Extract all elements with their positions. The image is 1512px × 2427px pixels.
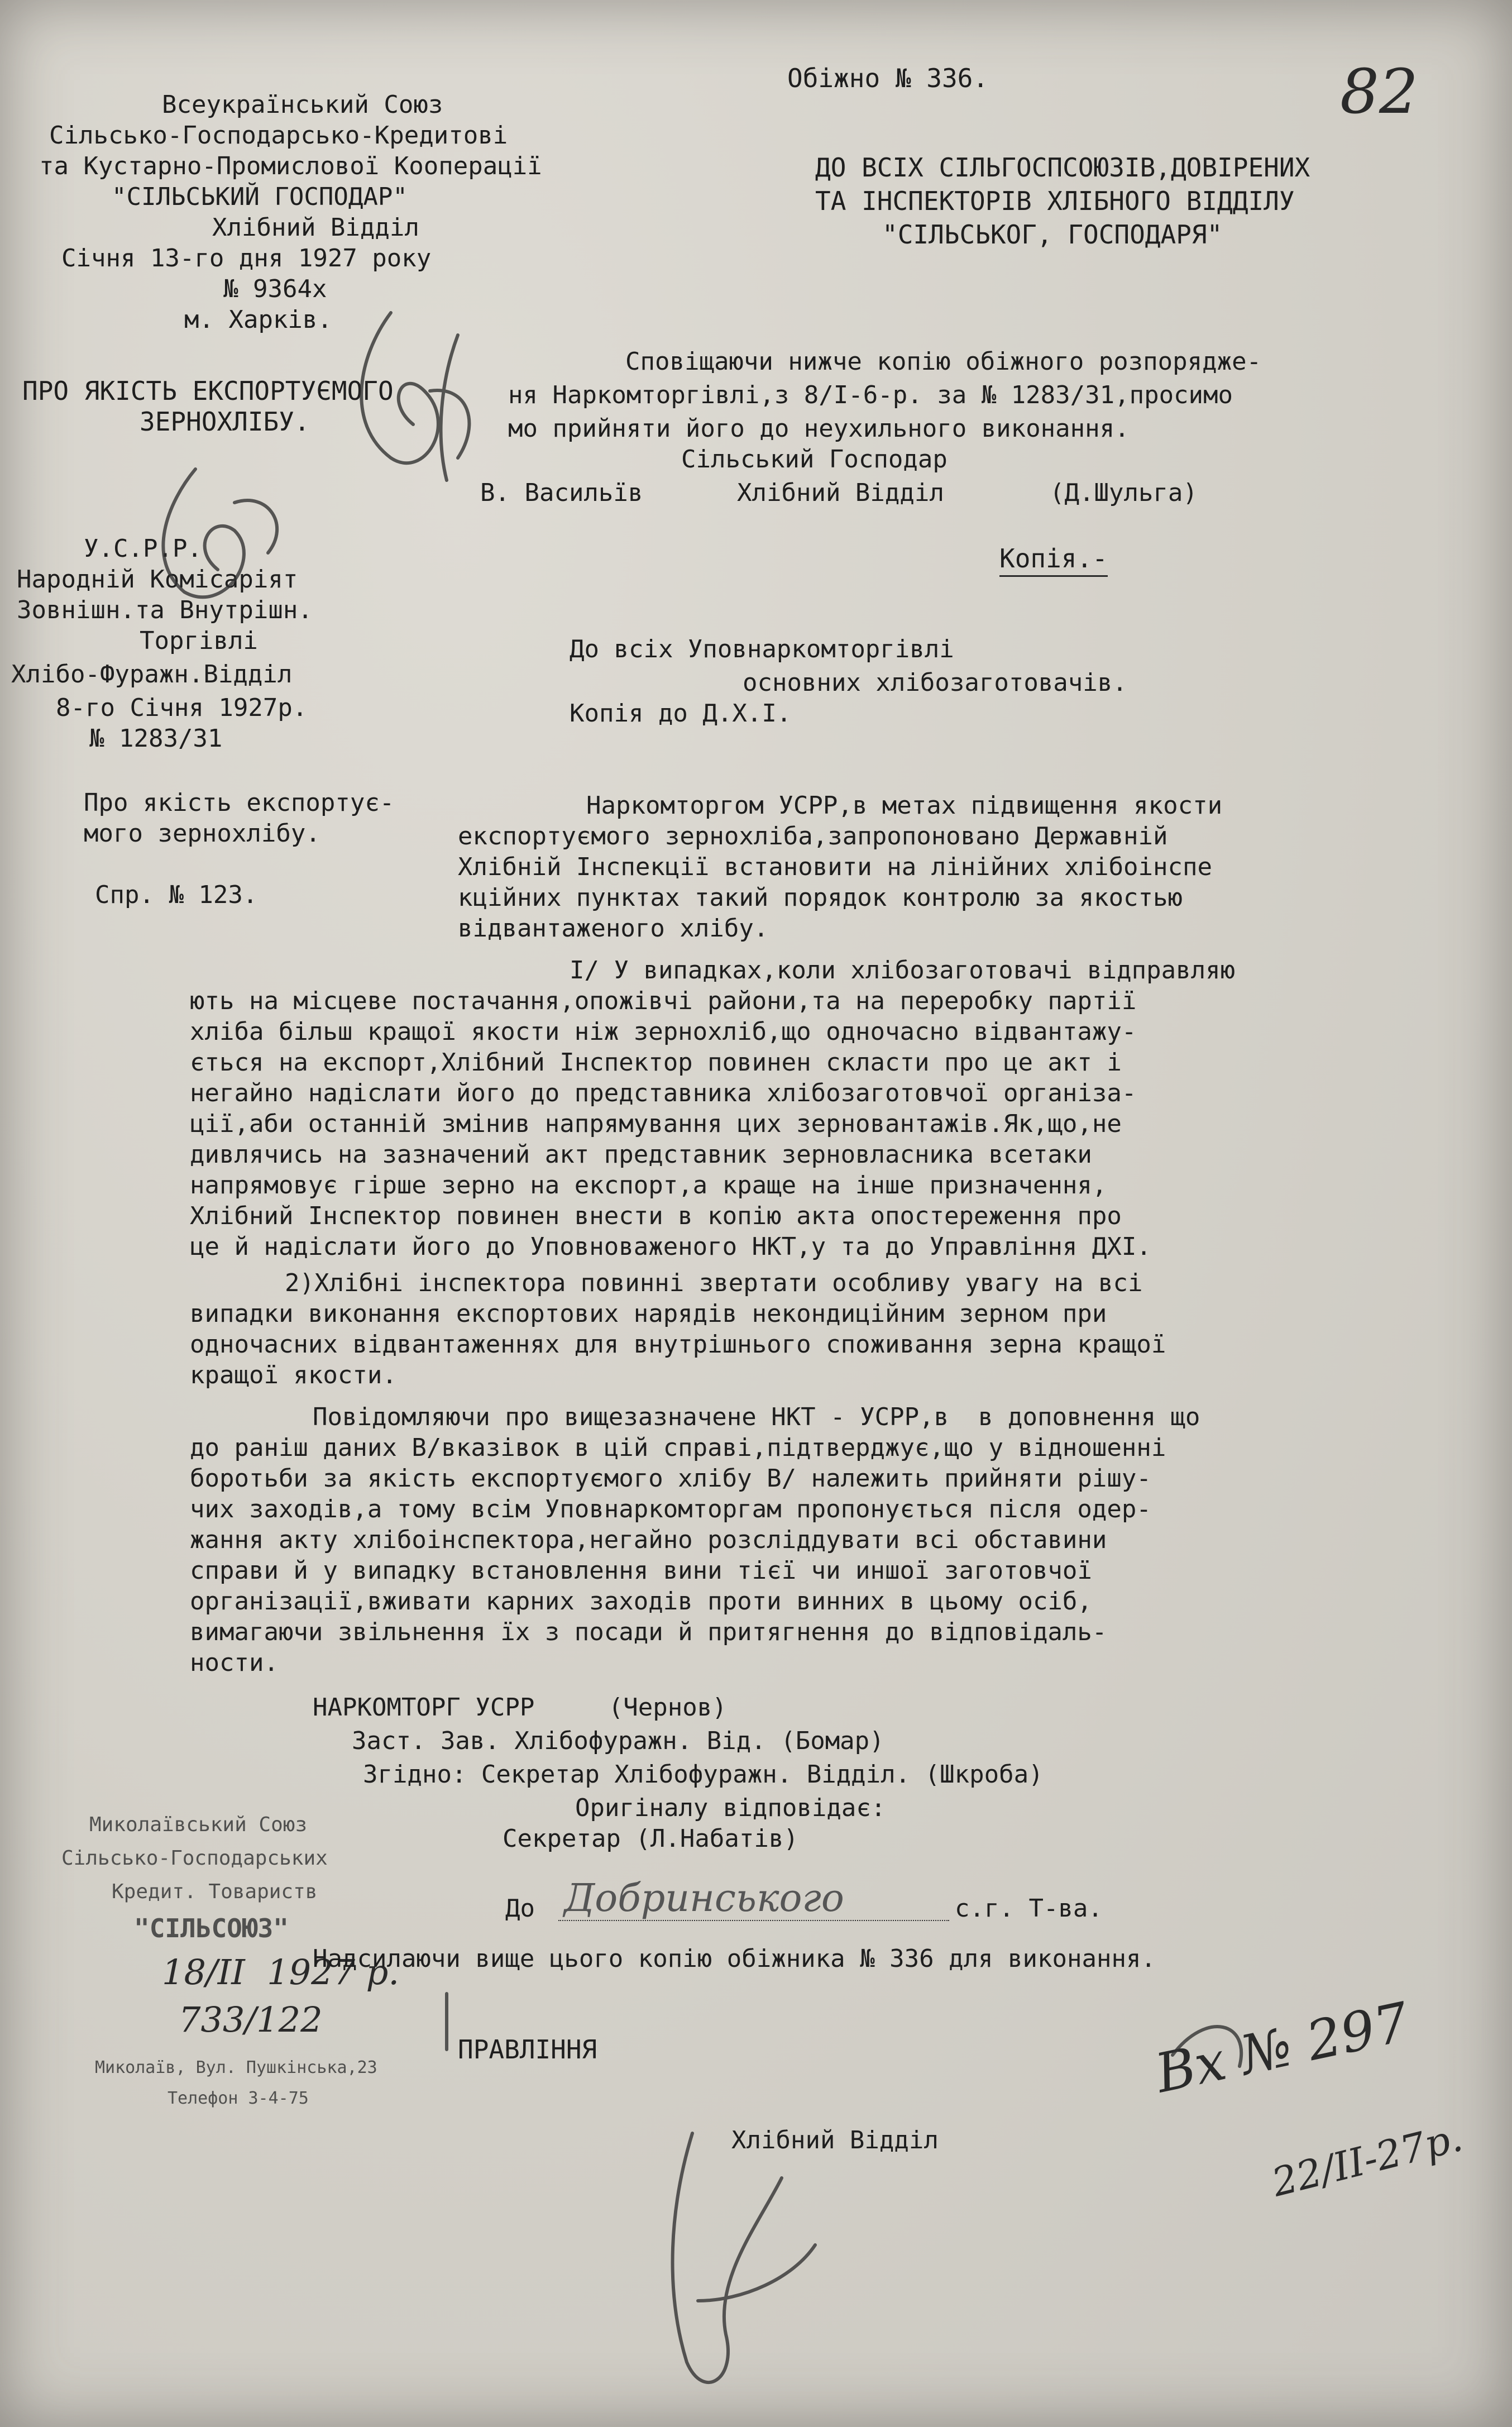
body-line: експортуємого зернохліба,запропоновано Державній	[458, 822, 1168, 851]
addressee-line-3: "СІЛЬСЬКОГ, ГОСПОДАРЯ"	[882, 219, 1223, 250]
signature-line-3: Згідно: Секретар Хлібофуражн. Відділ. (Шкроба)	[363, 1760, 1044, 1789]
body-line: дивлячись на зазначений акт представник зерновласника всетаки	[190, 1140, 1092, 1169]
copy-to-line-3: Копія до Д.Х.І.	[570, 699, 792, 728]
intro-line-3: мо прийняти його до неухильного виконання.	[508, 414, 1130, 443]
intro-signature-left: В. Васильїв	[480, 479, 643, 507]
body-line: І/ У випадках,коли хлібозаготовачі відправляю	[570, 956, 1236, 985]
addressee-line-1: ДО ВСІХ СІЛЬГОСПСОЮЗІВ,ДОВІРЕНИХ	[815, 152, 1310, 183]
copy-org-line-4: Торгівлі	[140, 627, 258, 655]
stamp-address: Миколаїв, Вул. Пушкінська,23	[95, 2058, 377, 2077]
circular-number: Обіжно № 336.	[787, 63, 989, 93]
body-line: Хлібний Інспектор повинен внести в копію акта опостереження про	[190, 1202, 1122, 1230]
body-line: відвантаженого хлібу.	[458, 914, 769, 943]
body-line: ють на місцеве постачання,опожівчі райони,та на переробку партії	[190, 987, 1137, 1015]
incoming-date-handwritten: 22/ІІ-27р.	[1267, 2114, 1467, 2206]
org-line-2: Сільсько-Господарсько-Кредитові	[49, 121, 508, 150]
body-line: випадки виконання експортових нарядів некондиційним зерном при	[190, 1300, 1107, 1328]
letter-city: м. Харків.	[184, 305, 332, 334]
body-line: справи й у випадку встановлення вини тієї чи иншої заготовчої	[190, 1556, 1092, 1585]
intro-signature-mid: Хлібний Відділ	[737, 479, 944, 507]
intro-line-2: ня Наркомторгівлі,з 8/І-6-р. за № 1283/31,просимо	[508, 381, 1233, 409]
copy-org-line-1: У.С.Р.Р.	[84, 534, 202, 563]
body-line: Наркомторгом УСРР,в метах підвищення якости	[586, 791, 1223, 820]
body-line: жання акту хлібоінспектора,негайно розсліддувати всі обставини	[190, 1526, 1107, 1554]
body-line: ється на експорт,Хлібний Інспектор повинен скласти про це акт і	[190, 1048, 1122, 1077]
copy-subject-line-1: Про якість експортує-	[84, 789, 395, 817]
body-line: хліба більш кращої якости ніж зернохліб,що одночасно відвантажу-	[190, 1017, 1137, 1046]
signature-line-1: НАРКОМТОРГ УСРР (Чернов)	[313, 1693, 727, 1722]
footer-board: ПРАВЛІННЯ	[458, 2034, 597, 2065]
incoming-number-handwritten: Вх № 297	[1150, 1990, 1415, 2105]
body-line: одночасних відвантаженнях для внутрішнього споживання зерна кращої	[190, 1330, 1166, 1359]
stamp-line-4: "СІЛЬСОЮЗ"	[134, 1913, 289, 1943]
stamp-date-handwritten: 18/ІІ 1927 р.	[162, 1952, 400, 1993]
copy-title: Копія.-	[999, 542, 1108, 577]
subject-line-1: ПРО ЯКІСТЬ ЕКСПОРТУЄМОГО	[22, 376, 394, 406]
org-line-4: "СІЛЬСЬКИЙ ГОСПОДАР"	[112, 183, 408, 211]
body-line: боротьби за якість експортуємого хлібу В/ належить прийняти рішу-	[190, 1464, 1151, 1493]
body-line: чих заходів,а тому всім Уповнаркомторгам пропонується після одер-	[190, 1495, 1151, 1523]
body-line: Повідомляючи про вищезазначене НКТ - УСРР,в в доповнення що	[313, 1403, 1200, 1431]
copy-org-line-5: Хлібо-Фуражн.Відділ	[11, 660, 293, 689]
copy-to-line-2: основних хлібозаготовачів.	[743, 668, 1127, 697]
footer-to-underline	[558, 1920, 949, 1921]
stamp-line-3: Кредит. Товариств	[112, 1880, 318, 1903]
body-line: напрямовує гірше зерно на експорт,а краще на інше призначення,	[190, 1171, 1107, 1200]
body-line: вимагаючи звільнення їх з посади й притягнення до відповідаль-	[190, 1618, 1107, 1646]
footer-to-prefix: До	[505, 1894, 535, 1923]
body-line: до раніш даних В/вказівок в цій справі,підтверджує,що у відношенні	[190, 1434, 1166, 1462]
body-line: це й надіслати його до Уповноваженого НКТ,у та до Управління ДХІ.	[190, 1232, 1151, 1261]
addressee-line-2: ТА ІНСПЕКТОРІВ ХЛІБНОГО ВІДДІЛУ	[815, 186, 1295, 216]
intro-signature-org: Сільський Господар	[681, 445, 948, 474]
copy-org-number: № 1283/31	[89, 724, 223, 753]
copy-to-line-1: До всіх Уповнаркомторгівлі	[570, 635, 954, 663]
footer-to-handwritten: Добринського	[564, 1876, 844, 1920]
body-line: Хлібній Інспекції встановити на лінійних хлібоінспе	[458, 853, 1213, 881]
intro-line-1: Сповіщаючи нижче копію обіжного розпорядже-	[625, 347, 1262, 376]
body-line: ности.	[190, 1649, 279, 1677]
copy-subject-ref: Спр. № 123.	[95, 881, 258, 909]
body-line: негайно надіслати його до представника хлібозаготовчої організа-	[190, 1079, 1137, 1107]
body-line: 2)Хлібні інспектора повинні звертати особливу увагу на всі	[285, 1269, 1143, 1297]
signature-line-5: Секретар (Л.Набатів)	[503, 1824, 798, 1853]
page-number-handwritten: 82	[1340, 56, 1418, 127]
signature-scribble-4	[673, 2133, 815, 2382]
signature-line-2: Заст. Зав. Хлібофуражн. Від. (Бомар)	[352, 1727, 884, 1755]
org-line-5: Хлібний Відділ	[212, 213, 419, 242]
body-line: кційних пунктах такий порядок контролю за якостью	[458, 883, 1183, 912]
signature-scribble-2	[430, 335, 469, 480]
letter-number: № 9364х	[223, 275, 327, 303]
body-line: організації,вживати карних заходів проти винних в цьому осіб,	[190, 1587, 1092, 1616]
intro-signature-right: (Д.Шульга)	[1050, 479, 1198, 507]
copy-org-line-3: Зовнішн.та Внутрішн.	[17, 596, 313, 624]
org-line-1: Всеукраїнський Союз	[162, 90, 443, 119]
org-line-3: та Кустарно-Промислової Кооперації	[39, 152, 542, 180]
letter-date: Січня 13-го дня 1927 року	[61, 244, 432, 273]
footer-to-suffix: с.г. Т-ва.	[955, 1894, 1103, 1923]
stamp-number-handwritten: 733/122	[179, 1999, 323, 2040]
signature-line-4: Оригіналу відповідає:	[575, 1794, 886, 1822]
body-line: кращої якости.	[190, 1361, 397, 1389]
stamp-phone: Телефон 3-4-75	[168, 2089, 309, 2108]
stamp-line-1: Миколаївський Союз	[89, 1813, 308, 1836]
copy-subject-line-2: мого зернохлібу.	[84, 819, 320, 848]
copy-org-line-2: Народній Комісаріят	[17, 565, 298, 594]
stamp-line-2: Сільсько-Господарських	[61, 1847, 328, 1870]
subject-line-2: ЗЕРНОХЛІБУ.	[140, 407, 310, 437]
body-line: ції,аби останній змінив напрямування цих зерновантажів.Як,що,не	[190, 1110, 1122, 1138]
copy-org-date: 8-го Січня 1927р.	[56, 694, 308, 722]
footer-send-line: Надсилаючи вище цього копію обіжника № 336 для виконання.	[313, 1945, 1156, 1973]
footer-dept: Хлібний Відділ	[731, 2126, 939, 2154]
